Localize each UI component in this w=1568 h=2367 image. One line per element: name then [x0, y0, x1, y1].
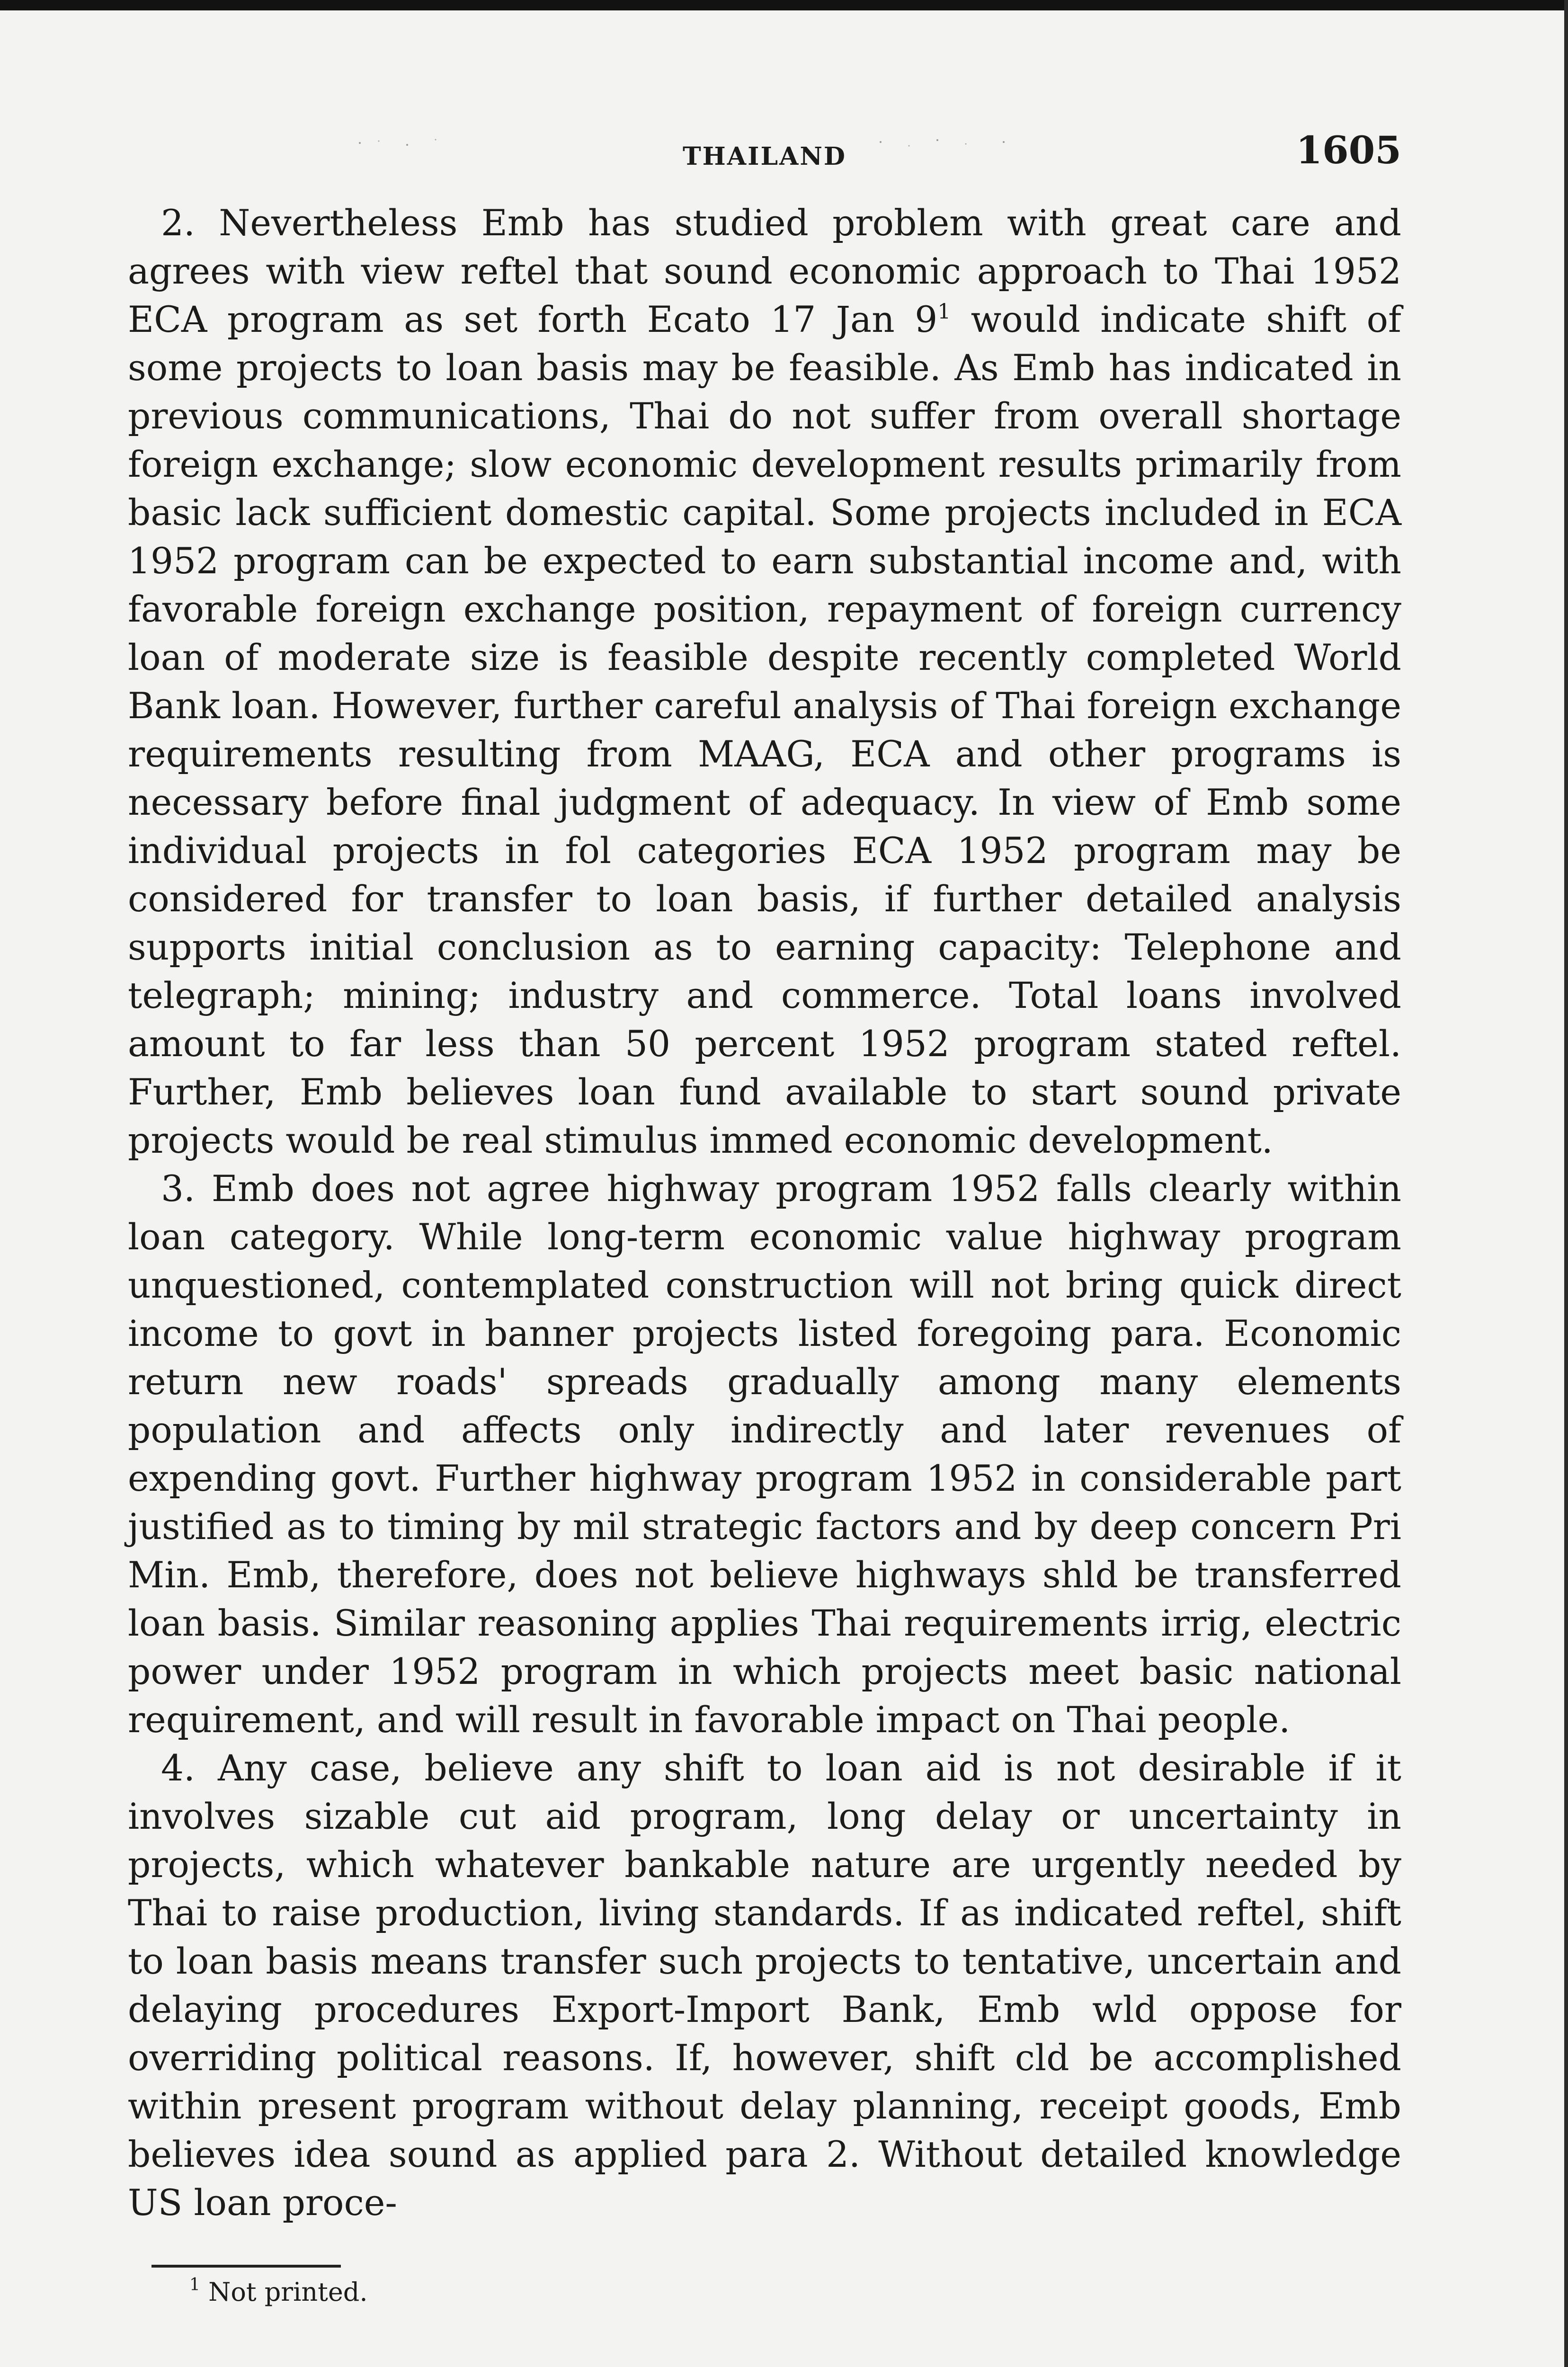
paragraph-2-text-end: would indicate shift of some projects to loan basis may be feasible. As Emb has indicated in previous communications, Thai do not suffer from overall shortage foreign exchange; slow economic development results primarily from basic lack sufficient domestic capital. Some projects included in ECA 1952 program can be expected to earn substantial income and, with favorable foreign exchange position, repayment of foreign currency loan of moderate size is feasible despite recently completed World Bank loan. However, further careful analysis of Thai foreign exchange requirements resulting from MAAG, ECA and other programs is necessary before final judgment of adequacy. In view of Emb some individual projects in fol categories ECA 1952 program may be considered for transfer to loan basis, if further detailed analysis supports initial conclusion as to earning capacity: Telephone and telegraph; mining; industry and commerce. Total loans involved amount to far less than 50 percent 1952 program stated reftel. Further, Emb believes loan fund available to start sound private projects would be real stimulus immed economic development.	[128, 299, 1401, 1161]
page-right-edge	[1564, 0, 1568, 2367]
footnote-text: Not printed.	[208, 2277, 368, 2307]
footnote-reference: 1	[937, 300, 951, 324]
page-number: 1605	[1296, 128, 1401, 172]
body-text	[128, 199, 1401, 2227]
paragraph-2	[128, 199, 1401, 1165]
paragraph-3: 3. Emb does not agree highway program 1952 falls clearly within loan category. While long-term economic value highway program unquestioned, contemplated construction will not bring quick direct income to govt in banner projects listed foregoing para. Economic return new roads' spreads gradually among many elements population and affects only indirectly and later revenues of expending govt. Further highway program 1952 in considerable part justified as to timing by mil strategic factors and by deep concern Pri Min. Emb, therefore, does not believe highways shld be transferred loan basis. Similar reasoning applies Thai requirements irrig, electric power under 1952 program in which projects meet basic national requirement, and will result in favorable impact on Thai people.	[128, 1168, 1401, 1741]
footnote-mark: 1	[189, 2275, 200, 2295]
running-title: THAILAND	[682, 142, 847, 171]
paragraph-4: 4. Any case, believe any shift to loan aid is not desirable if it involves sizable cut aid program, long delay or uncertainty in projects, which whatever bankable nature are urgently needed by Thai to raise production, living standards. If as indicated reftel, shift to loan basis means transfer such projects to tentative, uncertain and delaying procedures Export-Import Bank, Emb wld oppose for overriding political reasons. If, however, shift cld be accomplished within present program without delay planning, receipt goods, Emb believes idea sound as applied para 2. Without detailed knowledge US loan proce-	[128, 1747, 1401, 2224]
footnote-divider	[151, 2265, 341, 2268]
paragraph-2-text-start: 2. Nevertheless Emb has studied problem with great care and agrees with view reftel that sound economic approach to Thai 1952 ECA program as set forth Ecato 17 Jan 9	[128, 202, 1401, 340]
footnote	[189, 2277, 1401, 2307]
page-top-edge	[0, 0, 1568, 10]
document-page	[128, 118, 1401, 2307]
running-head	[128, 118, 1401, 185]
